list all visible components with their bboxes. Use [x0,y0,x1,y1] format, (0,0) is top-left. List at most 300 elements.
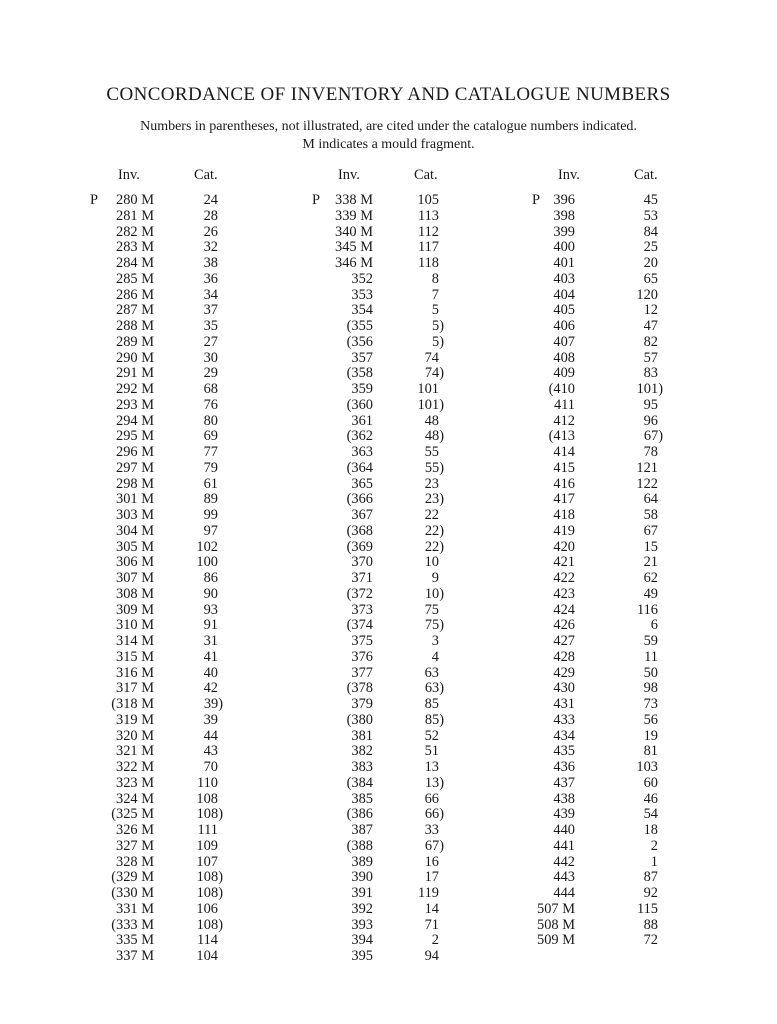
inventory-number: 287 M [116,302,154,319]
table-row [528,256,688,272]
inventory-number: 428 [553,648,575,665]
inventory-number: (374 [346,617,373,634]
table-row [84,918,244,934]
table-row [528,272,688,288]
catalogue-number: 122 [636,475,658,492]
inventory-number: 373 [351,601,373,618]
table-row [528,319,688,335]
table-row [306,681,466,697]
table-row [84,792,244,808]
table-row [528,776,688,792]
table-row [528,240,688,256]
table-row [528,918,688,934]
catalogue-number: 2 [431,932,439,949]
inventory-number: 280 M [116,192,154,208]
table-row [84,429,244,445]
catalogue-number: 109 [196,837,218,854]
catalogue-number: 120 [636,286,658,303]
table-row [528,650,688,666]
table-row [528,209,688,225]
table-row [528,555,688,571]
catalogue-number: 59 [643,633,658,649]
catalogue-number: 55) [424,459,444,476]
table-row [528,414,688,430]
table-row [306,587,466,603]
inventory-number: 415 [553,459,575,476]
table-row [84,193,244,209]
inventory-number: 293 M [116,396,154,413]
table-row [84,540,244,556]
table-row [306,650,466,666]
table-row [528,697,688,713]
catalogue-number: 92 [643,885,658,901]
inventory-number: 289 M [116,333,154,350]
table-row [306,760,466,776]
catalogue-number: 106 [196,900,218,917]
catalogue-number: 5) [432,333,444,350]
inventory-number: (380 [346,711,373,728]
inventory-number: 422 [553,570,575,586]
inventory-number: 405 [553,302,575,319]
catalogue-number: 2 [650,837,658,854]
catalogue-number: 54 [643,806,658,823]
inventory-number: 319 M [116,711,154,728]
table-row [306,540,466,556]
catalogue-number: 5 [431,302,439,319]
table-row [84,933,244,949]
table-row [306,855,466,871]
catalogue-number: 118 [417,255,439,271]
catalogue-number: 85 [424,696,439,712]
inventory-number: (318 M [111,696,154,712]
catalogue-number: 39 [203,711,218,728]
table-row [84,524,244,540]
table-row [306,886,466,902]
inventory-number: (362 [346,428,373,445]
catalogue-number: 98 [643,680,658,697]
inventory-number: 412 [553,412,575,429]
catalogue-number: 56 [643,711,658,728]
table-row [528,729,688,745]
catalogue-number: 68 [203,381,218,397]
catalogue-number: 30 [203,349,218,366]
inventory-number: 283 M [116,239,154,256]
catalogue-number: 105 [417,192,439,208]
table-row [528,398,688,414]
inventory-number: 352 [351,270,373,287]
catalogue-number: 96 [643,412,658,429]
catalogue-number: 102 [196,538,218,555]
inventory-number: 435 [553,743,575,760]
table-row [528,571,688,587]
table-row [528,823,688,839]
table-row [528,744,688,760]
catalogue-number: 85) [424,711,444,728]
inventory-number: (330 M [111,885,154,901]
catalogue-number: 5) [432,318,444,334]
concordance-column-2 [306,167,466,965]
catalogue-number: 50 [643,664,658,681]
table-row [306,776,466,792]
inventory-number: 320 M [116,727,154,744]
inventory-number: 427 [553,633,575,649]
catalogue-number: 89 [203,491,218,508]
table-row [306,414,466,430]
catalogue-number: 19 [643,727,658,744]
inventory-number: 382 [351,743,373,760]
table-row [84,697,244,713]
table-row [84,855,244,871]
inventory-number: 327 M [116,837,154,854]
catalogue-number: 31 [203,633,218,649]
concordance-column-1 [84,167,244,965]
catalogue-number: 57 [643,349,658,366]
catalogue-number: 65 [643,270,658,287]
table-row [84,823,244,839]
inventory-number: 442 [553,853,575,870]
table-row [84,445,244,461]
inventory-number: 335 M [116,932,154,949]
table-row [84,477,244,493]
inventory-number: 390 [351,869,373,886]
catalogue-number: 101) [636,381,663,397]
catalogue-number: 94 [424,948,439,964]
catalogue-number: 16 [424,853,439,870]
inventory-number: 392 [351,900,373,917]
table-row [306,524,466,540]
catalogue-number: 32 [203,239,218,256]
table-row [84,351,244,367]
table-row [306,792,466,808]
table-row [84,902,244,918]
catalogue-number: 80 [203,412,218,429]
catalogue-number: 64 [643,491,658,508]
column-header [306,167,466,193]
inventory-number: 440 [553,822,575,838]
catalogue-number: 13 [424,759,439,775]
table-row [528,303,688,319]
table-row [306,272,466,288]
table-row [528,681,688,697]
catalogue-number: 29 [203,365,218,382]
catalogue-number: 77 [203,444,218,460]
catalogue-number: 69 [203,428,218,445]
catalogue-number: 22 [424,507,439,523]
table-row [306,351,466,367]
inventory-number: 444 [553,885,575,901]
catalogue-number: 25 [643,239,658,256]
table-row [306,949,466,965]
inventory-number: 297 M [116,459,154,476]
inventory-number: (329 M [111,869,154,886]
catalogue-number: 116 [636,601,658,618]
inventory-number: 291 M [116,365,154,382]
inventory-number: 284 M [116,255,154,271]
inventory-number: 339 M [335,207,373,224]
catalogue-number: 63) [424,680,444,697]
inventory-number: 340 M [335,223,373,240]
inventory-number: 430 [553,680,575,697]
inventory-number: 281 M [116,207,154,224]
inventory-number: 357 [351,349,373,366]
inventory-number: 420 [553,538,575,555]
catalogue-number: 27 [203,333,218,350]
inventory-number: 359 [351,381,373,397]
table-row [84,949,244,965]
catalogue-number: 12 [643,302,658,319]
catalogue-number: 83 [643,365,658,382]
catalogue-number: 108 [196,790,218,807]
table-row [306,492,466,508]
catalogue-number: 21 [643,554,658,571]
intro-note [0,118,777,154]
catalogue-number: 95 [643,396,658,413]
inventory-number: 426 [553,617,575,634]
table-row [306,508,466,524]
inventory-number: 508 M [537,916,575,933]
table-row [306,918,466,934]
catalogue-number: 93 [203,601,218,618]
table-row [84,650,244,666]
catalogue-number: 10) [424,585,444,602]
inv-header: Inv. [558,167,580,183]
catalogue-number: 87 [643,869,658,886]
table-row [84,681,244,697]
inventory-number: 331 M [116,900,154,917]
table-row [306,902,466,918]
table-row [528,839,688,855]
inventory-number: 407 [553,333,575,350]
table-row [306,461,466,477]
catalogue-number: 91 [203,617,218,634]
inventory-prefix: P [312,192,321,208]
column-rows [84,193,244,965]
inventory-number: (355 [346,318,373,334]
catalogue-number: 20 [643,255,658,271]
catalogue-number: 67 [643,522,658,539]
table-row [528,792,688,808]
table-row [528,587,688,603]
table-row [528,382,688,398]
catalogue-number: 101 [417,381,439,397]
inv-header: Inv. [118,167,140,183]
catalogue-number: 13) [424,774,444,791]
inventory-number: 375 [351,633,373,649]
inventory-number: 310 M [116,617,154,634]
table-row [84,886,244,902]
table-row [528,666,688,682]
inventory-number: 286 M [116,286,154,303]
inventory-number: 296 M [116,444,154,460]
table-row [84,729,244,745]
catalogue-number: 15 [643,538,658,555]
catalogue-number: 110 [196,774,218,791]
column-rows [306,193,466,965]
catalogue-number: 79 [203,459,218,476]
catalogue-number: 61 [203,475,218,492]
table-row [306,193,466,209]
catalogue-number: 49 [643,585,658,602]
catalogue-number: 66) [424,806,444,823]
inventory-number: 345 M [335,239,373,256]
catalogue-number: 22) [424,522,444,539]
catalogue-number: 108) [196,806,223,823]
catalogue-number: 119 [417,885,439,901]
inventory-number: (356 [346,333,373,350]
catalogue-number: 51 [424,743,439,760]
inventory-number: 509 M [537,932,575,949]
inventory-number: 423 [553,585,575,602]
catalogue-number: 33 [424,822,439,838]
table-row [84,319,244,335]
inventory-number: 282 M [116,223,154,240]
table-row [84,461,244,477]
catalogue-number: 107 [196,853,218,870]
table-row [528,902,688,918]
catalogue-number: 1 [650,853,658,870]
catalogue-number: 62 [643,570,658,586]
catalogue-number: 60 [643,774,658,791]
inventory-number: 321 M [116,743,154,760]
table-row [528,524,688,540]
catalogue-number: 113 [417,207,439,224]
cat-header: Cat. [194,167,218,183]
catalogue-number: 42 [203,680,218,697]
table-row [84,272,244,288]
inventory-number: (360 [346,396,373,413]
inventory-number: 346 M [335,255,373,271]
table-row [84,807,244,823]
catalogue-number: 70 [203,759,218,775]
catalogue-number: 108) [196,885,223,901]
table-row [528,618,688,634]
table-row [306,697,466,713]
table-row [306,256,466,272]
inventory-number: 439 [553,806,575,823]
table-row [84,288,244,304]
table-row [84,303,244,319]
catalogue-number: 40 [203,664,218,681]
inventory-number: 308 M [116,585,154,602]
inventory-number: 387 [351,822,373,838]
catalogue-number: 81 [643,743,658,760]
table-row [528,603,688,619]
catalogue-number: 73 [643,696,658,712]
catalogue-number: 86 [203,570,218,586]
table-row [306,823,466,839]
catalogue-number: 76 [203,396,218,413]
table-row [528,429,688,445]
table-row [84,414,244,430]
inventory-number: 507 M [537,900,575,917]
table-row [306,366,466,382]
table-row [306,729,466,745]
inventory-number: 295 M [116,428,154,445]
inventory-number: 298 M [116,475,154,492]
catalogue-number: 117 [417,239,439,256]
inventory-number: 409 [553,365,575,382]
table-row [306,335,466,351]
table-row [306,398,466,414]
catalogue-number: 6 [650,617,658,634]
catalogue-number: 39) [203,696,223,712]
inventory-number: 317 M [116,680,154,697]
table-row [84,587,244,603]
catalogue-number: 18 [643,822,658,838]
inventory-number: 322 M [116,759,154,775]
table-row [528,492,688,508]
catalogue-number: 72 [643,932,658,949]
inventory-number: 404 [553,286,575,303]
inventory-number: 400 [553,239,575,256]
inventory-number: 304 M [116,522,154,539]
catalogue-number: 103 [636,759,658,775]
catalogue-number: 35 [203,318,218,334]
table-row [84,508,244,524]
table-row [528,886,688,902]
inventory-number: 337 M [116,948,154,964]
inventory-number: 326 M [116,822,154,838]
inventory-number: 411 [553,396,575,413]
table-row [528,713,688,729]
catalogue-number: 48 [424,412,439,429]
column-rows [528,193,688,949]
inventory-number: 290 M [116,349,154,366]
table-row [306,382,466,398]
table-row [528,855,688,871]
catalogue-number: 108) [196,916,223,933]
table-row [84,776,244,792]
table-row [306,240,466,256]
catalogue-number: 66 [424,790,439,807]
cat-header: Cat. [414,167,438,183]
inventory-prefix: P [532,192,541,208]
table-row [528,225,688,241]
inventory-number: 441 [553,837,575,854]
inventory-number: 394 [351,932,373,949]
table-row [306,288,466,304]
inventory-number: 429 [553,664,575,681]
inventory-number: 306 M [116,554,154,571]
catalogue-number: 17 [424,869,439,886]
catalogue-number: 58 [643,507,658,523]
catalogue-number: 90 [203,585,218,602]
table-row [528,760,688,776]
table-row [306,807,466,823]
table-row [84,713,244,729]
catalogue-number: 104 [196,948,218,964]
cat-header: Cat. [634,167,658,183]
inventory-number: 418 [553,507,575,523]
inventory-number: 377 [351,664,373,681]
catalogue-number: 82 [643,333,658,350]
table-row [84,666,244,682]
catalogue-number: 9 [431,570,439,586]
table-row [84,760,244,776]
inventory-number: 383 [351,759,373,775]
table-row [306,225,466,241]
catalogue-number: 100 [196,554,218,571]
inventory-number: 314 M [116,633,154,649]
inventory-number: (369 [346,538,373,555]
table-row [306,303,466,319]
catalogue-number: 7 [431,286,439,303]
table-row [306,634,466,650]
inventory-number: 365 [351,475,373,492]
inventory-number: 324 M [116,790,154,807]
table-row [528,351,688,367]
table-row [84,571,244,587]
